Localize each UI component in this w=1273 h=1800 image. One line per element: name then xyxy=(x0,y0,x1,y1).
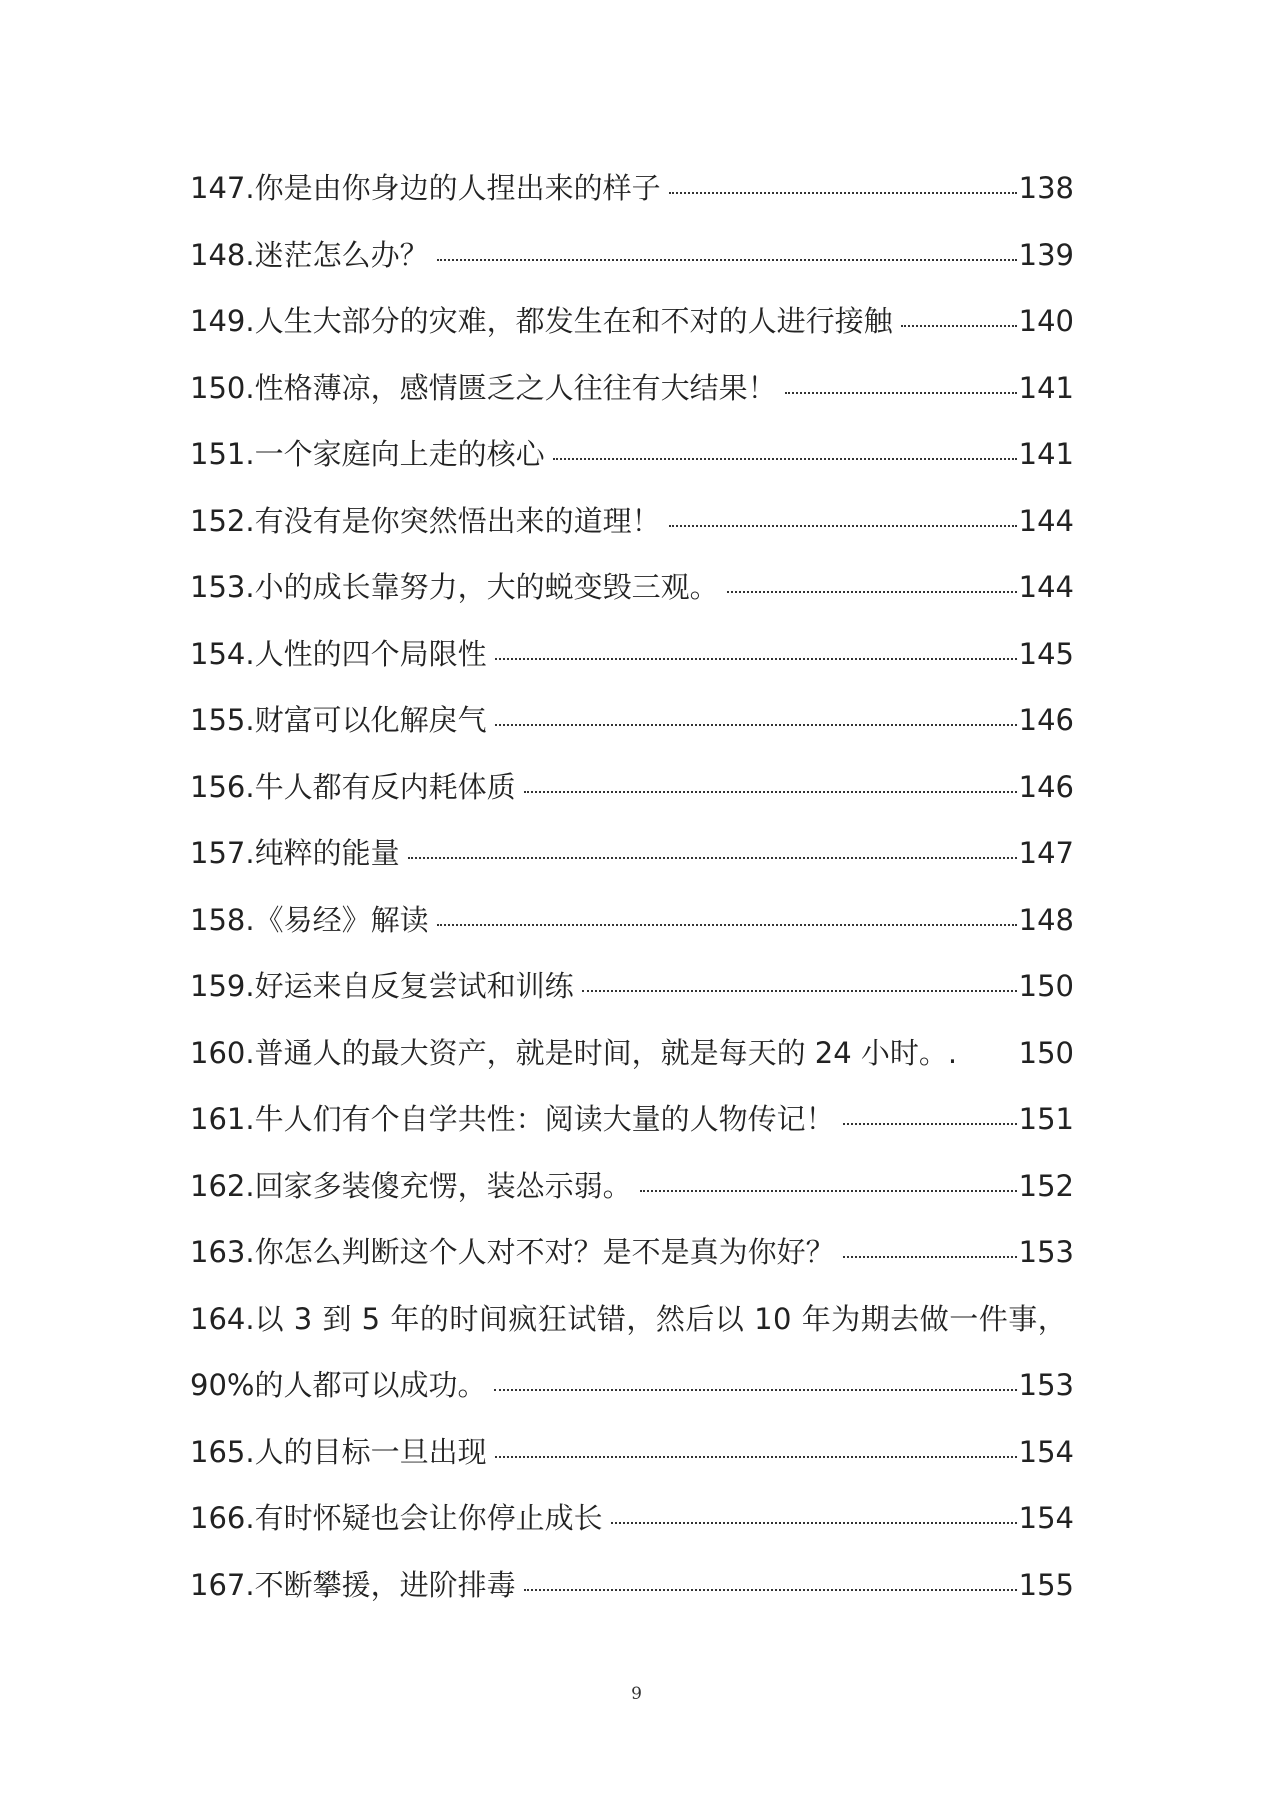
dot-leader xyxy=(437,921,1017,926)
dot-leader xyxy=(553,455,1017,460)
toc-entry-title: 财富可以化解戾气 xyxy=(254,703,487,737)
toc-entry-page: 144 xyxy=(1018,503,1074,538)
toc-entry-number: 150. xyxy=(190,370,255,405)
toc-entry-title: 以 3 到 5 年的时间疯狂试错，然后以 10 年为期去做一件事， xyxy=(254,1301,1068,1336)
toc-entry-153[interactable] xyxy=(190,554,1074,621)
dot-leader xyxy=(957,1056,1019,1059)
toc-entry-165[interactable] xyxy=(190,1419,1074,1486)
toc-entry-page: 141 xyxy=(1018,370,1074,405)
toc-entry-number: 164. xyxy=(190,1301,255,1336)
toc-entry-number: 156. xyxy=(190,769,255,804)
toc-entry-page: 154 xyxy=(1018,1434,1074,1469)
toc-entry-title: 《易经》解读 xyxy=(254,902,429,937)
page-number: 9 xyxy=(631,1684,642,1704)
toc-entry-title: 你是由你身边的人捏出来的样子 xyxy=(254,171,661,205)
toc-entry-page: 146 xyxy=(1018,703,1074,737)
toc-entry-157[interactable] xyxy=(190,820,1074,887)
toc-entry-number: 148. xyxy=(190,237,255,272)
dot-leader xyxy=(785,389,1017,394)
toc-entry-title: 你怎么判断这个人对不对？是不是真为你好？ xyxy=(254,1235,835,1269)
toc-entry-page: 154 xyxy=(1018,1501,1074,1535)
toc-entry-154[interactable] xyxy=(190,621,1074,688)
toc-entry-number: 160. xyxy=(190,1035,255,1070)
toc-entry-title: 小的成长靠努力，大的蜕变毁三观。 xyxy=(254,570,719,604)
toc-entry-number: 165. xyxy=(190,1434,255,1469)
toc-entry-page: 140 xyxy=(1018,304,1074,338)
dot-leader xyxy=(494,1386,1016,1391)
dot-leader xyxy=(495,1453,1017,1458)
toc-entry-149[interactable] xyxy=(190,288,1074,355)
toc-entry-163[interactable] xyxy=(190,1219,1074,1286)
toc-entry-number: 152. xyxy=(190,503,255,538)
dot-leader xyxy=(843,1253,1017,1258)
dot-leader xyxy=(843,1120,1017,1125)
toc-entry-page: 152 xyxy=(1018,1168,1074,1203)
dot-leader xyxy=(669,189,1017,194)
toc-entry-number: 159. xyxy=(190,969,255,1003)
toc-entry-title: 人的目标一旦出现 xyxy=(254,1434,487,1469)
toc-entry-158[interactable] xyxy=(190,887,1074,954)
dot-leader xyxy=(901,322,1017,327)
toc-entry-page: 153 xyxy=(1018,1368,1074,1402)
dot-leader xyxy=(582,987,1017,992)
toc-entry-number: 153. xyxy=(190,570,255,604)
toc-entry-title: 性格薄凉，感情匮乏之人往往有大结果！ xyxy=(254,370,777,405)
toc-entry-page: 138 xyxy=(1018,171,1074,205)
toc-entry-title: 纯粹的能量 xyxy=(254,836,400,870)
toc-entry-title: 人生大部分的灾难，都发生在和不对的人进行接触 xyxy=(254,304,893,338)
toc-entry-160[interactable] xyxy=(190,1020,1074,1087)
dot-leader xyxy=(437,256,1017,261)
dot-leader xyxy=(611,1519,1017,1524)
toc-entry-167[interactable] xyxy=(190,1552,1074,1619)
toc-entry-156[interactable] xyxy=(190,754,1074,821)
toc-entry-page: 155 xyxy=(1018,1567,1074,1602)
toc-entry-title: 不断攀援，进阶排毒 xyxy=(254,1567,516,1602)
toc-entry-title: 普通人的最大资产，就是时间，就是每天的 24 小时。. xyxy=(254,1035,958,1070)
dot-leader xyxy=(495,655,1017,660)
toc-entry-title: 迷茫怎么办？ xyxy=(254,237,429,272)
dot-leader xyxy=(669,522,1017,527)
dot-leader xyxy=(640,1187,1017,1192)
toc-entry-166[interactable] xyxy=(190,1485,1074,1552)
toc-entry-number: 151. xyxy=(190,437,255,471)
dot-leader xyxy=(524,788,1017,793)
toc-entry-number: 167. xyxy=(190,1567,255,1602)
toc-entry-page: 139 xyxy=(1018,237,1074,272)
toc-entry-147[interactable] xyxy=(190,155,1074,222)
toc-entry-number: 161. xyxy=(190,1102,255,1136)
dot-leader xyxy=(727,588,1017,593)
toc-entry-page: 147 xyxy=(1018,836,1074,870)
toc-entry-page: 144 xyxy=(1018,570,1074,604)
toc-entry-152[interactable] xyxy=(190,488,1074,555)
dot-leader xyxy=(524,1586,1017,1591)
toc-entry-162[interactable] xyxy=(190,1153,1074,1220)
toc-entry-number: 157. xyxy=(190,836,255,870)
toc-entry-number: 147. xyxy=(190,171,255,205)
toc-entry-title: 一个家庭向上走的核心 xyxy=(254,437,545,471)
toc-entry-title: 回家多装傻充愣，装怂示弱。 xyxy=(254,1168,632,1203)
toc-entry-150[interactable] xyxy=(190,355,1074,422)
table-of-contents xyxy=(190,155,1074,1618)
toc-entry-title: 牛人们有个自学共性：阅读大量的人物传记！ xyxy=(254,1102,835,1136)
toc-entry-page: 150 xyxy=(1018,1035,1074,1070)
toc-entry-page: 148 xyxy=(1018,902,1074,937)
toc-entry-title: 有没有是你突然悟出来的道理！ xyxy=(254,503,661,538)
dot-leader xyxy=(495,721,1017,726)
toc-entry-159[interactable] xyxy=(190,953,1074,1020)
toc-entry-151[interactable] xyxy=(190,421,1074,488)
toc-entry-page: 150 xyxy=(1018,969,1074,1003)
toc-entry-page: 145 xyxy=(1018,636,1074,671)
toc-entry-number: 158. xyxy=(190,902,255,937)
toc-entry-title: 牛人都有反内耗体质 xyxy=(254,769,516,804)
toc-entry-number: 149. xyxy=(190,304,255,338)
toc-entry-title-continuation: 90%的人都可以成功。 xyxy=(190,1368,487,1402)
toc-entry-number: 162. xyxy=(190,1168,255,1203)
toc-entry-number: 154. xyxy=(190,636,255,671)
toc-entry-title: 好运来自反复尝试和训练 xyxy=(254,969,574,1003)
toc-entry-161[interactable] xyxy=(190,1086,1074,1153)
dot-leader xyxy=(408,854,1017,859)
toc-entry-number: 166. xyxy=(190,1501,255,1535)
toc-entry-155[interactable] xyxy=(190,687,1074,754)
toc-entry-number: 155. xyxy=(190,703,255,737)
toc-entry-number: 163. xyxy=(190,1235,255,1269)
toc-entry-title: 人性的四个局限性 xyxy=(254,636,487,671)
toc-entry-164[interactable] xyxy=(190,1286,1074,1353)
toc-entry-title: 有时怀疑也会让你停止成长 xyxy=(254,1501,603,1535)
toc-entry-page: 141 xyxy=(1018,437,1074,471)
toc-entry-page: 146 xyxy=(1018,769,1074,804)
toc-entry-164-continuation[interactable] xyxy=(190,1352,1074,1419)
toc-entry-page: 151 xyxy=(1018,1102,1074,1136)
toc-entry-page: 153 xyxy=(1018,1235,1074,1269)
toc-entry-148[interactable] xyxy=(190,222,1074,289)
